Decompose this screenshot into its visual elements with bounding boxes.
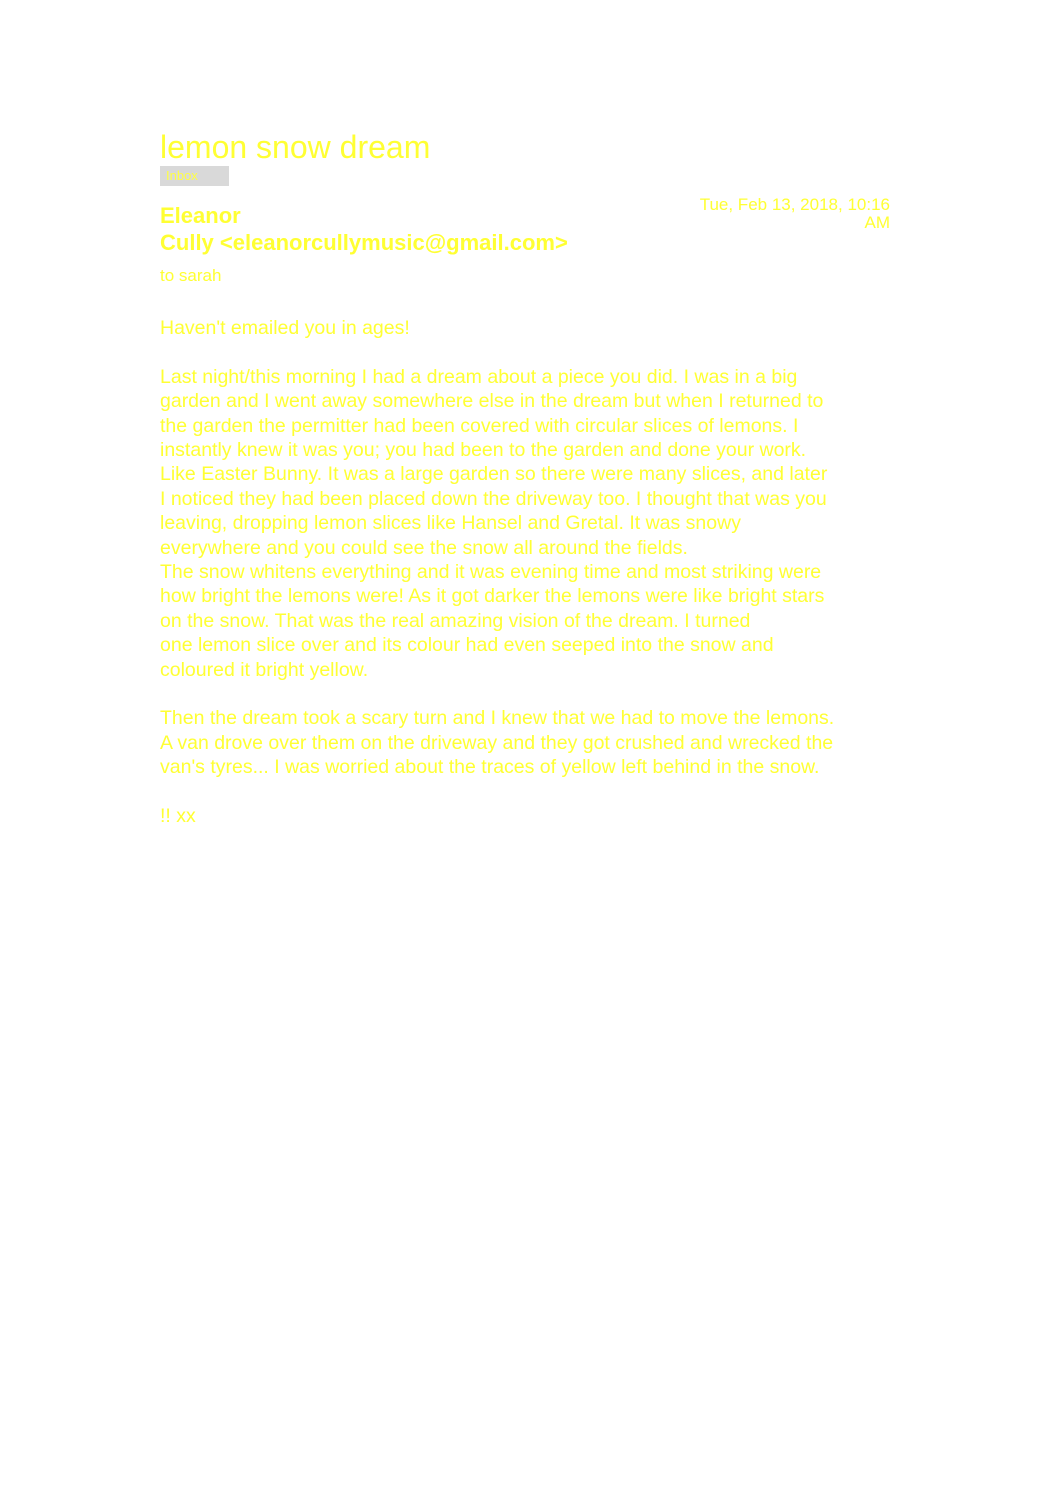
body-line: The snow whitens everything and it was evening time and most striking were (160, 561, 822, 584)
inbox-label-chip: Inbox (160, 166, 229, 186)
sender-name: Eleanor (160, 203, 241, 228)
body-line: on the snow. That was the real amazing vision of the dream. I turned (160, 609, 751, 632)
email-date (660, 196, 890, 232)
body-signoff: !! xx (160, 805, 196, 828)
body-line: I noticed they had been placed down the driveway too. I thought that was you (160, 487, 827, 510)
body-line: garden and I went away somewhere else in the dream but when I returned to (160, 390, 824, 413)
email-subject: lemon snow dream (160, 129, 431, 165)
body-paragraph-1 (160, 365, 892, 682)
body-paragraph-2 (160, 706, 892, 779)
body-line: coloured it bright yellow. (160, 658, 369, 681)
sender-name-email: Cully <eleanorcullymusic@gmail.com> (160, 230, 568, 255)
body-line: one lemon slice over and its colour had even seeped into the snow and (160, 634, 774, 657)
sender-block (160, 202, 640, 256)
body-line: instantly knew it was you; you had been to the garden and done your work. (160, 439, 807, 462)
recipient-line: to sarah (160, 266, 222, 285)
email-container (160, 128, 892, 853)
body-line: how bright the lemons were! As it got darker the lemons were like bright stars (160, 585, 825, 608)
email-header (160, 195, 892, 258)
body-line: A van drove over them on the driveway and they got crushed and wrecked the (160, 731, 834, 754)
body-greeting: Haven't emailed you in ages! (160, 317, 410, 339)
body-line: everywhere and you could see the snow all around the fields. (160, 536, 688, 559)
body-line: van's tyres... I was worried about the traces of yellow left behind in the snow. (160, 756, 820, 779)
email-date-line2: AM (864, 213, 890, 232)
body-line: Like Easter Bunny. It was a large garden so there were many slices, and later (160, 463, 828, 486)
body-line: Then the dream took a scary turn and I knew that we had to move the lemons. (160, 707, 835, 730)
body-line: Last night/this morning I had a dream about a piece you did. I was in a big (160, 365, 798, 388)
email-date-line1: Tue, Feb 13, 2018, 10:16 (699, 195, 890, 214)
body-line: leaving, dropping lemon slices like Hansel and Gretal. It was snowy (160, 512, 741, 535)
email-body (160, 316, 892, 828)
body-line: the garden the permitter had been covered with circular slices of lemons. I (160, 414, 799, 437)
